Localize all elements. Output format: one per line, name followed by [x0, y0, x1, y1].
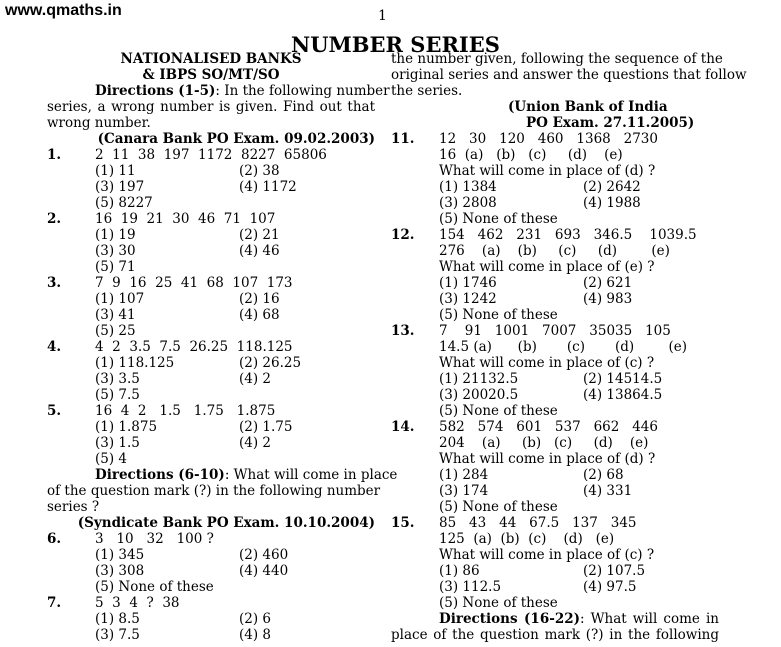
option-row: [47, 387, 375, 403]
directions-text-line: wrong number.: [47, 115, 151, 131]
option-4: (4) 983: [583, 291, 633, 307]
option-2: (2) 2642: [583, 179, 641, 195]
option-3: (3) 7.5: [95, 627, 140, 643]
question-6: [47, 531, 375, 547]
left-column: [47, 51, 398, 643]
option-row: [47, 163, 375, 179]
question-series: 4 2 3.5 7.5 26.25 118.125: [95, 339, 293, 355]
question-number: 12.: [391, 227, 415, 243]
option-1: (1) 284: [439, 467, 489, 483]
directions-heading: Directions (1-5): [95, 83, 216, 99]
option-2: (2) 14514.5: [583, 371, 663, 387]
option-1: (1) 1.875: [95, 419, 158, 435]
question-prompt: What will come in place of (e) ?: [439, 259, 655, 275]
option-2: (2) 621: [583, 275, 633, 291]
question-prompt: What will come in place of (d) ?: [439, 451, 656, 467]
question-series: 154 462 231 693 346.5 1039.5: [439, 227, 697, 243]
exam-source: [391, 115, 719, 131]
question-number: 13.: [391, 323, 415, 339]
exam-source: [391, 99, 719, 115]
option-row: [47, 579, 375, 595]
option-4: (4) 1172: [239, 179, 297, 195]
question-3: [47, 275, 375, 291]
option-row: [391, 387, 719, 403]
option-row: [391, 467, 719, 483]
option-5: (5) 25: [95, 323, 136, 339]
option-2: (2) 38: [239, 163, 280, 179]
bank-title: NATIONALISED BANKS: [120, 51, 302, 67]
option-row: [391, 195, 719, 211]
option-row: [391, 595, 719, 611]
directions-text-line: of the question mark (?) in the following number: [47, 483, 381, 499]
option-3: (3) 1.5: [95, 435, 140, 451]
question-number: 7.: [47, 595, 62, 611]
question-series: 2 11 38 197 1172 8227 65806: [95, 147, 327, 163]
option-1: (1) 118.125: [95, 355, 175, 371]
option-row: [391, 291, 719, 307]
option-5: (5) 8227: [95, 195, 153, 211]
option-5: (5) 4: [95, 451, 128, 467]
question-13: [391, 323, 719, 339]
question-number: 11.: [391, 131, 415, 147]
question-number: 4.: [47, 339, 62, 355]
option-row: [47, 371, 375, 387]
question-prompt: What will come in place of (d) ?: [439, 163, 656, 179]
option-5: (5) None of these: [95, 579, 214, 595]
question-ask: [391, 259, 719, 275]
option-row: [47, 243, 375, 259]
intro-text-line: the series.: [391, 83, 463, 99]
page-number: 1: [378, 8, 387, 24]
directions-6-10: [47, 467, 398, 483]
series-labels: [391, 339, 719, 355]
option-3: (3) 41: [95, 307, 136, 323]
option-1: (1) 21132.5: [439, 371, 519, 387]
exam-source-line-1: (Union Bank of India: [508, 99, 668, 115]
option-5: (5) None of these: [439, 595, 558, 611]
option-4: (4) 13864.5: [583, 387, 663, 403]
question-15: [391, 515, 719, 531]
option-row: [47, 563, 375, 579]
option-row: [47, 323, 375, 339]
exam-source-line-2: PO Exam. 27.11.2005): [526, 115, 695, 131]
series-label-row: 125 (a) (b) (c) (d) (e): [439, 531, 615, 547]
option-2: (2) 26.25: [239, 355, 302, 371]
question-7: [47, 595, 375, 611]
directions-text-line: series ?: [47, 499, 100, 515]
question-number: 15.: [391, 515, 415, 531]
directions-1-5: [47, 83, 390, 99]
option-4: (4) 331: [583, 483, 633, 499]
option-row: [391, 307, 719, 323]
directions-16-22: [391, 611, 719, 627]
option-2: (2) 1.75: [239, 419, 293, 435]
option-row: [391, 371, 719, 387]
question-4: [47, 339, 375, 355]
option-1: (1) 1746: [439, 275, 497, 291]
option-3: (3) 174: [439, 483, 489, 499]
question-5: [47, 403, 375, 419]
option-1: (1) 8.5: [95, 611, 140, 627]
option-row: [47, 435, 375, 451]
option-row: [47, 195, 375, 211]
option-4: (4) 2: [239, 435, 272, 451]
option-row: [47, 227, 375, 243]
option-row: [391, 275, 719, 291]
question-series: 582 574 601 537 662 446: [439, 419, 658, 435]
question-12: [391, 227, 719, 243]
option-row: [47, 419, 375, 435]
directions-text-line: series, a wrong number is given. Find out that: [47, 99, 375, 115]
option-1: (1) 11: [95, 163, 136, 179]
option-5: (5) None of these: [439, 499, 558, 515]
directions-heading: Directions (6-10): [95, 467, 225, 483]
option-3: (3) 308: [95, 563, 145, 579]
question-ask: [391, 163, 719, 179]
option-row: [391, 179, 719, 195]
directions-text: : What will come in: [580, 611, 719, 627]
option-row: [47, 259, 375, 275]
series-labels: [391, 243, 719, 259]
option-2: (2) 21: [239, 227, 280, 243]
option-row: [47, 627, 375, 643]
option-row: [391, 211, 719, 227]
question-series: 85 43 44 67.5 137 345: [439, 515, 637, 531]
series-label-row: 14.5 (a) (b) (c) (d) (e): [439, 339, 688, 355]
option-row: [47, 355, 375, 371]
option-row: [391, 563, 719, 579]
directions-text: : What will come in place: [224, 467, 398, 483]
option-4: (4) 68: [239, 307, 280, 323]
question-prompt: What will come in place of (c) ?: [439, 355, 655, 371]
directions-text: : In the following number: [215, 83, 390, 99]
option-row: [47, 451, 375, 467]
option-row: [47, 291, 375, 307]
option-2: (2) 107.5: [583, 563, 646, 579]
question-series: 7 91 1001 7007 35035 105: [439, 323, 671, 339]
option-1: (1) 1384: [439, 179, 497, 195]
series-label-row: 16 (a) (b) (c) (d) (e): [439, 147, 623, 163]
series-labels: [391, 435, 719, 451]
site-url: www.qmaths.in: [5, 2, 122, 19]
question-series: 16 4 2 1.5 1.75 1.875: [95, 403, 276, 419]
series-label-row: 204 (a) (b) (c) (d) (e): [439, 435, 649, 451]
option-row: [47, 547, 375, 563]
question-2: [47, 211, 375, 227]
question-ask: [391, 451, 719, 467]
option-1: (1) 107: [95, 291, 145, 307]
question-ask: [391, 547, 719, 563]
option-4: (4) 97.5: [583, 579, 637, 595]
option-4: (4) 46: [239, 243, 280, 259]
series-labels: [391, 531, 719, 547]
question-ask: [391, 355, 719, 371]
option-3: (3) 3.5: [95, 371, 140, 387]
option-4: (4) 440: [239, 563, 289, 579]
question-number: 14.: [391, 419, 415, 435]
option-5: (5) None of these: [439, 403, 558, 419]
option-3: (3) 2808: [439, 195, 497, 211]
option-5: (5) None of these: [439, 211, 558, 227]
question-series: 3 10 32 100 ?: [95, 531, 214, 547]
option-3: (3) 30: [95, 243, 136, 259]
option-4: (4) 2: [239, 371, 272, 387]
intro-text-line: the number given, following the sequence of the: [391, 51, 723, 67]
option-2: (2) 16: [239, 291, 280, 307]
question-series: 5 3 4 ? 38: [95, 595, 180, 611]
question-11: [391, 131, 719, 147]
intro-text-line: original series and answer the questions that follow: [391, 67, 747, 83]
question-number: 3.: [47, 275, 62, 291]
option-3: (3) 112.5: [439, 579, 502, 595]
question-number: 2.: [47, 211, 62, 227]
option-3: (3) 20020.5: [439, 387, 519, 403]
option-5: (5) 7.5: [95, 387, 140, 403]
option-row: [391, 499, 719, 515]
question-14: [391, 419, 719, 435]
option-4: (4) 1988: [583, 195, 641, 211]
option-2: (2) 68: [583, 467, 624, 483]
option-1: (1) 345: [95, 547, 145, 563]
question-series: 12 30 120 460 1368 2730: [439, 131, 658, 147]
question-prompt: What will come in place of (c) ?: [439, 547, 655, 563]
page-title: NUMBER SERIES: [291, 32, 500, 57]
option-1: (1) 86: [439, 563, 480, 579]
option-row: [47, 307, 375, 323]
option-3: (3) 1242: [439, 291, 497, 307]
option-4: (4) 8: [239, 627, 272, 643]
option-2: (2) 460: [239, 547, 289, 563]
option-row: [391, 579, 719, 595]
option-2: (2) 6: [239, 611, 272, 627]
question-number: 1.: [47, 147, 62, 163]
question-series: 7 9 16 25 41 68 107 173: [95, 275, 293, 291]
option-row: [47, 611, 375, 627]
directions-heading: Directions (16-22): [439, 611, 580, 627]
series-labels: [391, 147, 719, 163]
exam-source: (Syndicate Bank PO Exam. 10.10.2004): [77, 515, 375, 531]
question-number: 5.: [47, 403, 62, 419]
exam-source: (Canara Bank PO Exam. 09.02.2003): [97, 131, 375, 147]
question-1: [47, 147, 375, 163]
right-column: [391, 51, 747, 643]
bank-subtitle: & IBPS SO/MT/SO: [142, 67, 280, 83]
directions-text-line: place of the question mark (?) in the following: [391, 627, 719, 643]
option-row: [391, 403, 719, 419]
question-number: 6.: [47, 531, 62, 547]
option-row: [47, 179, 375, 195]
series-label-row: 276 (a) (b) (c) (d) (e): [439, 243, 670, 259]
option-5: (5) None of these: [439, 307, 558, 323]
option-5: (5) 71: [95, 259, 136, 275]
option-1: (1) 19: [95, 227, 136, 243]
option-row: [391, 483, 719, 499]
question-series: 16 19 21 30 46 71 107: [95, 211, 276, 227]
option-3: (3) 197: [95, 179, 145, 195]
